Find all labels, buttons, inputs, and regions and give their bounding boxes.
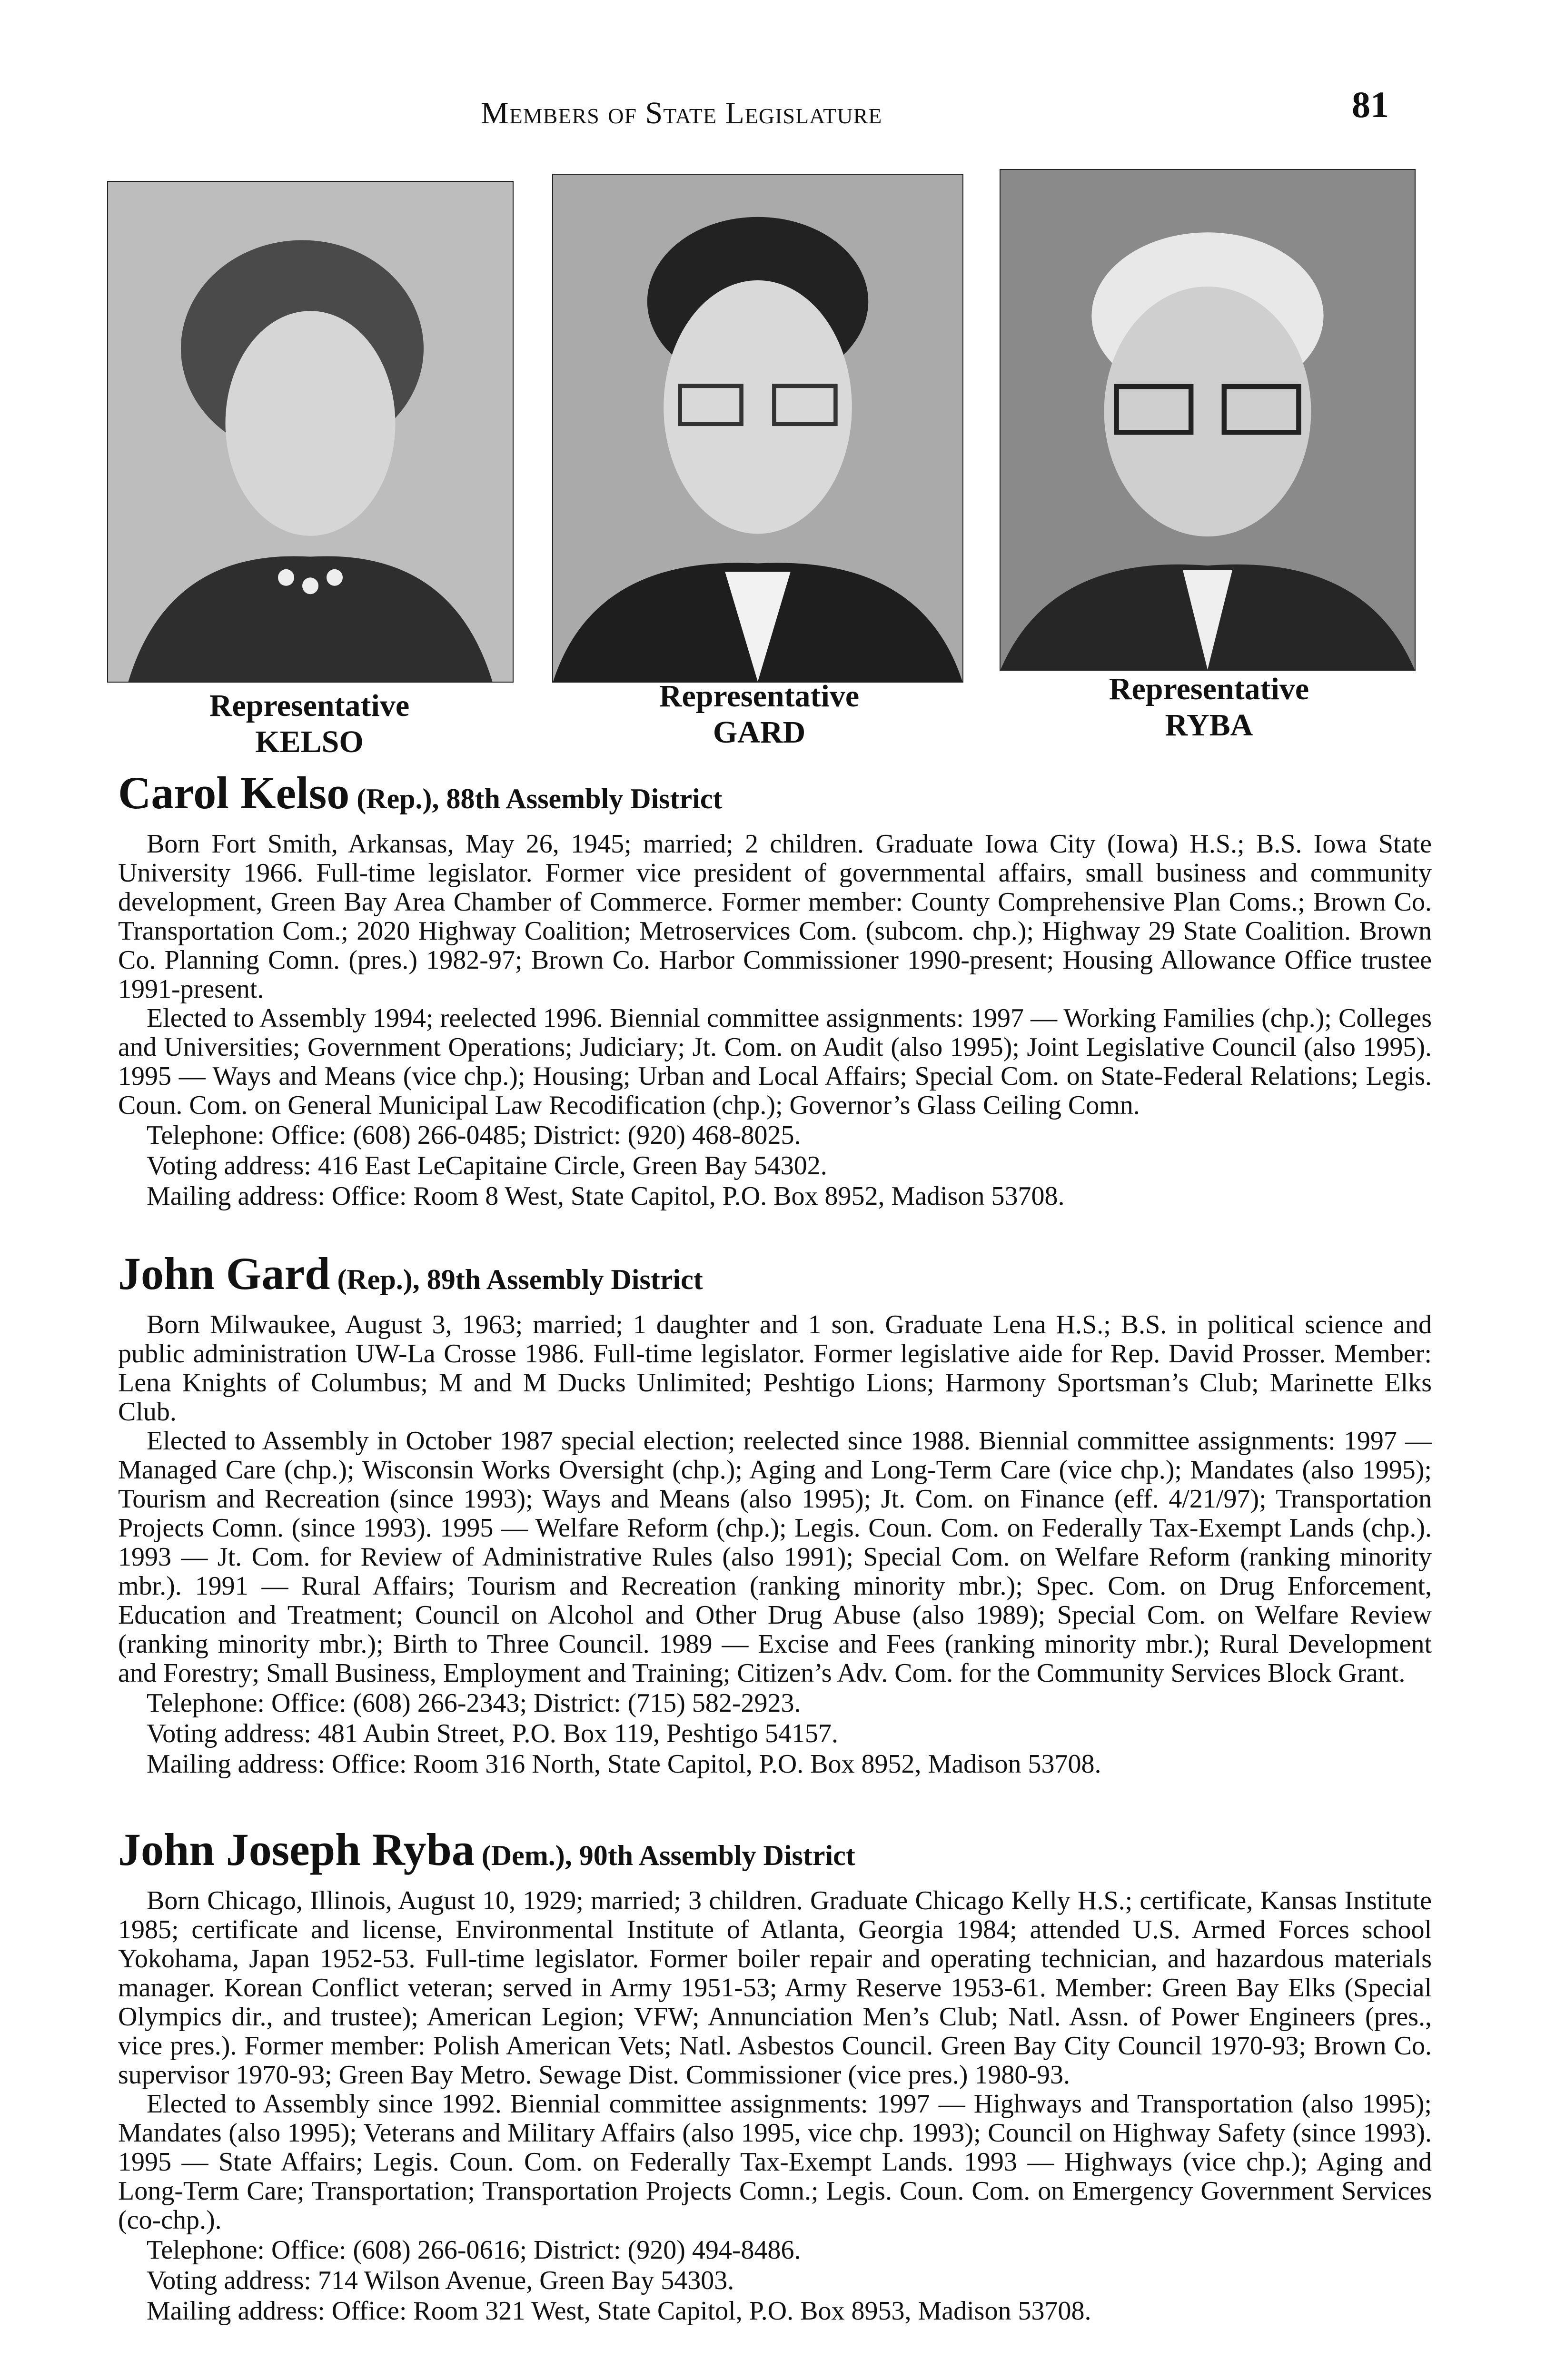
- member-entry-gard: [118, 1247, 1432, 1779]
- member-party-district: (Rep.), 88th Assembly District: [357, 783, 723, 814]
- member-entry-kelso: [118, 766, 1432, 1211]
- member-voting-address: Voting address: 416 East LeCapitaine Circle, Green Bay 54302.: [147, 1151, 827, 1180]
- member-mailing-address: Mailing address: Office: Room 321 West, State Capitol, P.O. Box 8953, Madison 53708.: [147, 2296, 1091, 2326]
- member-elected: Elected to Assembly 1994; reelected 1996. Biennial committee assignments: 1997 — Working Families (chp.); Colleges and Universities; Government Operations; Judiciary; Jt. Com. on Audit (also 1995); Joint Legislative Council (also 1995). 1995 — Ways and Means (vice chp.); Housing; Urban and Local Affairs; Special Com. on State-Federal Relations; Legis. Coun. Com. on General Municipal Law Recodification (chp.); Governor’s Glass Ceiling Comn.: [118, 1003, 1432, 1120]
- page-number: 81: [1352, 84, 1389, 125]
- member-elected: Elected to Assembly since 1992. Biennial committee assignments: 1997 — Highways and Transportation (also 1995); Mandates (also 1995); Veterans and Military Affairs (also 1995, vice chp. 1993); Council on Highway Safety (since 1993). 1995 — State Affairs; Legis. Coun. Com. on Federally Tax-Exempt Lands. 1993 — Highways (vice chp.); Aging and Long-Term Care; Transportation; Transportation Projects Comn.; Legis. Coun. Com. on Emergency Government Services (co-chp.).: [118, 2089, 1432, 2235]
- caption-name: GARD: [713, 715, 806, 750]
- member-mailing-address: Mailing address: Office: Room 8 West, State Capitol, P.O. Box 8952, Madison 53708.: [147, 1181, 1065, 1211]
- member-voting-address: Voting address: 481 Aubin Street, P.O. Box 119, Peshtigo 54157.: [147, 1719, 838, 1748]
- member-elected: Elected to Assembly in October 1987 special election; reelected since 1988. Biennial committee assignments: 1997 — Managed Care (chp.); Wisconsin Works Oversight (chp.); Aging and Long-Term Care (vice chp.); Mandates (also 1995); Tourism and Recreation (since 1993); Ways and Means (also 1995); Jt. Com. on Finance (eff. 4/21/97); Transportation Projects Comn. (since 1993). 1995 — Welfare Reform (chp.); Legis. Coun. Com. on Federally Tax-Exempt Lands (chp.). 1993 — Jt. Com. for Review of Administrative Rules (also 1991); Special Com. on Welfare Reform (ranking minority mbr.). 1991 — Rural Affairs; Tourism and Recreation (ranking minority mbr.); Spec. Com. on Drug Enforcement, Education and Treatment; Council on Alcohol and Other Drug Abuse (also 1989); Special Com. on Welfare Review (ranking minority mbr.); Birth to Three Council. 1989 — Excise and Fees (ranking minority mbr.); Rural Development and Forestry; Small Business, Employment and Training; Citizen’s Adv. Com. for the Community Services Block Grant.: [118, 1426, 1432, 1688]
- member-heading: [118, 1247, 1432, 1300]
- member-name: John Gard: [118, 1248, 330, 1299]
- member-telephone: Telephone: Office: (608) 266-2343; District: (715) 582-2923.: [147, 1688, 801, 1718]
- member-mailing-address: Mailing address: Office: Room 316 North, State Capitol, P.O. Box 8952, Madison 53708.: [147, 1749, 1101, 1779]
- caption-name: RYBA: [1165, 708, 1253, 743]
- member-name: John Joseph Ryba: [118, 1824, 475, 1875]
- caption-gard: [607, 678, 912, 751]
- member-heading: [118, 1823, 1432, 1876]
- member-telephone: Telephone: Office: (608) 266-0616; District: (920) 494-8486.: [147, 2235, 801, 2265]
- caption-title: Representative: [659, 679, 860, 714]
- member-voting-address: Voting address: 714 Wilson Avenue, Green Bay 54303.: [147, 2266, 734, 2295]
- photo-ryba: [1000, 169, 1416, 671]
- member-name: Carol Kelso: [118, 767, 350, 818]
- photo-gard: [552, 174, 963, 683]
- caption-ryba: [1052, 671, 1366, 744]
- caption-title: Representative: [1109, 672, 1309, 706]
- caption-kelso: [157, 688, 462, 760]
- caption-title: Representative: [209, 688, 410, 723]
- member-party-district: (Rep.), 89th Assembly District: [337, 1264, 703, 1295]
- caption-name: KELSO: [255, 724, 364, 759]
- member-bio: Born Fort Smith, Arkansas, May 26, 1945; married; 2 children. Graduate Iowa City (Iowa) H.S.; B.S. Iowa State University 1966. Full-time legislator. Former vice president of governmental affairs, small business and community development, Green Bay Area Chamber of Commerce. Former member: County Comprehensive Plan Coms.; Brown Co. Transportation Com.; 2020 Highway Coalition; Metroservices Com. (subcom. chp.); Highway 29 State Coalition. Brown Co. Planning Comn. (pres.) 1982-97; Brown Co. Harbor Commissioner 1990-present; Housing Allowance Office trustee 1991-present.: [118, 829, 1432, 1004]
- running-head: Members of State Legislature: [481, 96, 882, 130]
- member-heading: [118, 766, 1432, 819]
- member-telephone: Telephone: Office: (608) 266-0485; District: (920) 468-8025.: [147, 1121, 801, 1150]
- photo-kelso: [107, 181, 514, 683]
- member-bio: Born Chicago, Illinois, August 10, 1929; married; 3 children. Graduate Chicago Kelly H.S.; certificate, Kansas Institute 1985; certificate and license, Environmental Institute of Atlanta, Georgia 1984; attended U.S. Armed Forces school Yokohama, Japan 1952-53. Full-time legislator. Former boiler repair and operating technician, and hazardous materials manager. Korean Conflict veteran; served in Army 1951-53; Army Reserve 1953-61. Member: Green Bay Elks (Special Olympics dir., and trustee); American Legion; VFW; Annunciation Men’s Club; Natl. Assn. of Power Engineers (pres., vice pres.). Former member: Polish American Vets; Natl. Asbestos Council. Green Bay City Council 1970-93; Brown Co. supervisor 1970-93; Green Bay Metro. Sewage Dist. Commissioner (vice pres.) 1980-93.: [118, 1886, 1432, 2090]
- member-entry-ryba: [118, 1823, 1432, 2326]
- member-bio: Born Milwaukee, August 3, 1963; married; 1 daughter and 1 son. Graduate Lena H.S.; B.S. in political science and public administration UW-La Crosse 1986. Full-time legislator. Former legislative aide for Rep. David Prosser. Member: Lena Knights of Columbus; M and M Ducks Unlimited; Peshtigo Lions; Harmony Sportsman’s Club; Marinette Elks Club.: [118, 1310, 1432, 1427]
- member-party-district: (Dem.), 90th Assembly District: [481, 1840, 855, 1871]
